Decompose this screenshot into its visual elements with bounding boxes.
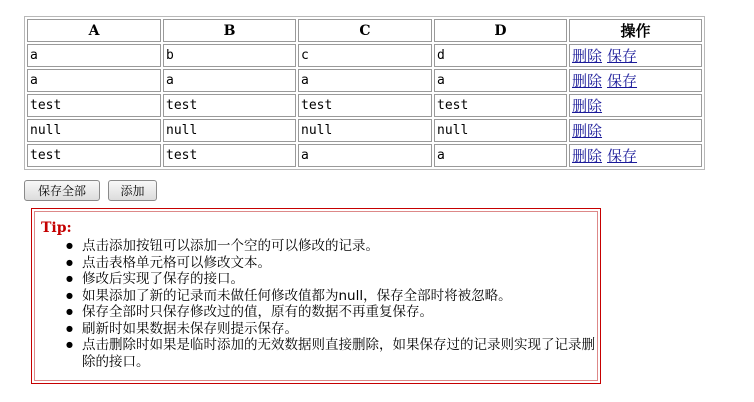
tip-title: Tip: [41,220,72,236]
column-header-c: C [298,19,432,42]
table-row [27,44,702,67]
table-row [27,119,702,142]
table-cell[interactable]: a [298,144,432,167]
tip-item: ● 修改后实现了保存的接口。 [78,271,598,288]
tip-item: ● 如果添加了新的记录而未做任何修改值都为null，保存全部时将被忽略。 [78,288,598,305]
delete-link[interactable]: 删除 [572,122,603,140]
save-link[interactable]: 保存 [607,47,638,65]
tip-item: ● 点击表格单元格可以修改文本。 [78,255,598,272]
table-cell[interactable]: a [298,69,432,92]
tip-item: ● 刷新时如果数据未保存则提示保存。 [78,321,598,338]
save-link[interactable]: 保存 [607,147,638,165]
table-row [27,69,702,92]
save-link[interactable]: 保存 [607,72,638,90]
tip-item: ● 保存全部时只保存修改过的值，原有的数据不再重复保存。 [78,304,598,321]
table-cell[interactable]: c [298,44,432,67]
table-cell[interactable]: a [27,44,161,67]
tip-box [31,208,601,384]
table-cell[interactable]: test [434,94,567,117]
column-header-d: D [434,19,567,42]
table-cell[interactable]: test [163,94,296,117]
delete-link[interactable]: 删除 [572,147,603,165]
actions-cell [569,119,702,142]
header-row [27,19,702,42]
save-all-button[interactable]: 保存全部 [24,180,100,201]
table-cell[interactable]: a [27,69,161,92]
data-grid [24,16,705,170]
actions-cell [569,69,702,92]
tip-item: ● 点击添加按钮可以添加一个空的可以修改的记录。 [78,238,598,255]
tip-list [74,238,598,370]
add-button[interactable]: 添加 [108,180,157,201]
table-cell[interactable]: test [163,144,296,167]
table-cell[interactable]: a [434,69,567,92]
table-cell[interactable]: null [163,119,296,142]
column-header-a: A [27,19,161,42]
table-cell[interactable]: null [434,119,567,142]
column-header-b: B [163,19,296,42]
table-cell[interactable]: d [434,44,567,67]
table-cell[interactable]: a [434,144,567,167]
actions-cell [569,94,702,117]
table-row [27,144,702,167]
table-cell[interactable]: test [27,94,161,117]
delete-link[interactable]: 删除 [572,97,603,115]
delete-link[interactable]: 删除 [572,47,603,65]
column-header-actions: 操作 [569,19,702,42]
table-cell[interactable]: null [27,119,161,142]
table-row [27,94,702,117]
actions-cell [569,44,702,67]
table-cell[interactable]: null [298,119,432,142]
table-cell[interactable]: a [163,69,296,92]
table-cell[interactable]: test [27,144,161,167]
table-cell[interactable]: test [298,94,432,117]
table-cell[interactable]: b [163,44,296,67]
actions-cell [569,144,702,167]
tip-item: ● 点击删除时如果是临时添加的无效数据则直接删除，如果保存过的记录则实现了记录删除的接口。 [78,337,598,370]
delete-link[interactable]: 删除 [572,72,603,90]
